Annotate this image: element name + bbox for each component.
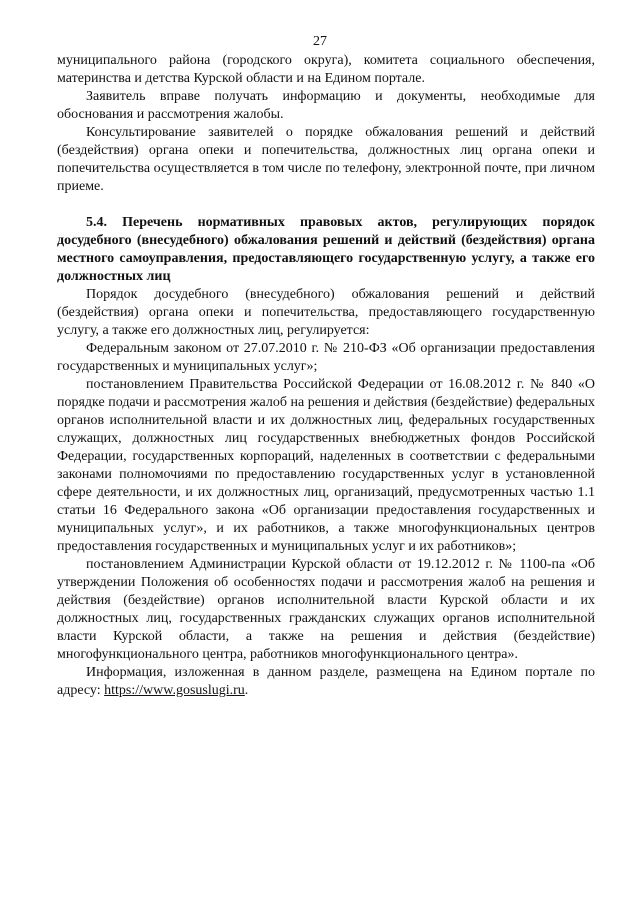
paragraph-continuation: муниципального района (городского округа), комитета социального обеспечения, материнства и детства Курской области и на Едином портале. [57,53,595,86]
paragraph-portal-info [57,664,595,700]
page-number: 27 [313,34,327,49]
section-heading: 5.4. Перечень нормативных правовых актов, регулирующих порядок досудебного (внесудебного) обжалования решений и действий (бездействия) органа местного самоуправления, предоставляющего государственную услугу, а также его должностных лиц [57,215,595,284]
paragraph-appeal-order: Порядок досудебного (внесудебного) обжалования решений и действий (бездействия) органа опеки и попечительства, предоставляющего государственную услугу, а также его должностных лиц, регулируется: [57,287,595,338]
paragraph-government-decree: постановлением Правительства Российской Федерации от 16.08.2012 г. № 840 «О порядке подачи и рассмотрения жалоб на решения и действия (бездействие) федеральных органов исполнительной власти и их должностных лиц, федеральных государственных служащих, должностных лиц государственных внебюджетных фондов Российской Федерации, государственных корпораций, наделенных в соответствии с федеральными законами полномочиями по предоставлению государственных услуг в установленной сфере деятельности, и их должностных лиц, организаций, предусмотренных частью 1.1 статьи 16 Федерального закона «Об организации предоставления государственных и муниципальных услуг», и их работников, а также многофункциональных центров предоставления государственных и муниципальных услуг и их работников»; [57,377,595,554]
paragraph-applicant-rights: Заявитель вправе получать информацию и документы, необходимые для обоснования и рассмотрения жалобы. [57,89,595,122]
portal-info-end: . [244,683,249,698]
paragraph-consulting: Консультирование заявителей о порядке обжалования решений и действий (бездействия) органа опеки и попечительства, должностных лиц органа опеки и попечительства осуществляется в том числе по телефону, электронной почте, при личном приеме. [57,125,595,194]
portal-info-text: Информация, изложенная в данном разделе, размещена на Едином портале по адресу: [57,665,595,698]
portal-link[interactable]: https://www.gosuslugi.ru [104,683,245,698]
paragraph-federal-law: Федеральным законом от 27.07.2010 г. № 210-ФЗ «Об организации предоставления государственных и муниципальных услуг»; [57,341,595,374]
document-body [57,52,595,700]
paragraph-regional-decree: постановлением Администрации Курской области от 19.12.2012 г. № 1100-па «Об утверждении Положения об особенностях подачи и рассмотрения жалоб на решения и действия (бездействие) органов исполнительной власти Курской области и их должностных лиц, государственных гражданских служащих органов исполнительной власти Курской области, а также на решения и действия (бездействие) многофункционального центра, работников многофункционального центра». [57,557,595,662]
